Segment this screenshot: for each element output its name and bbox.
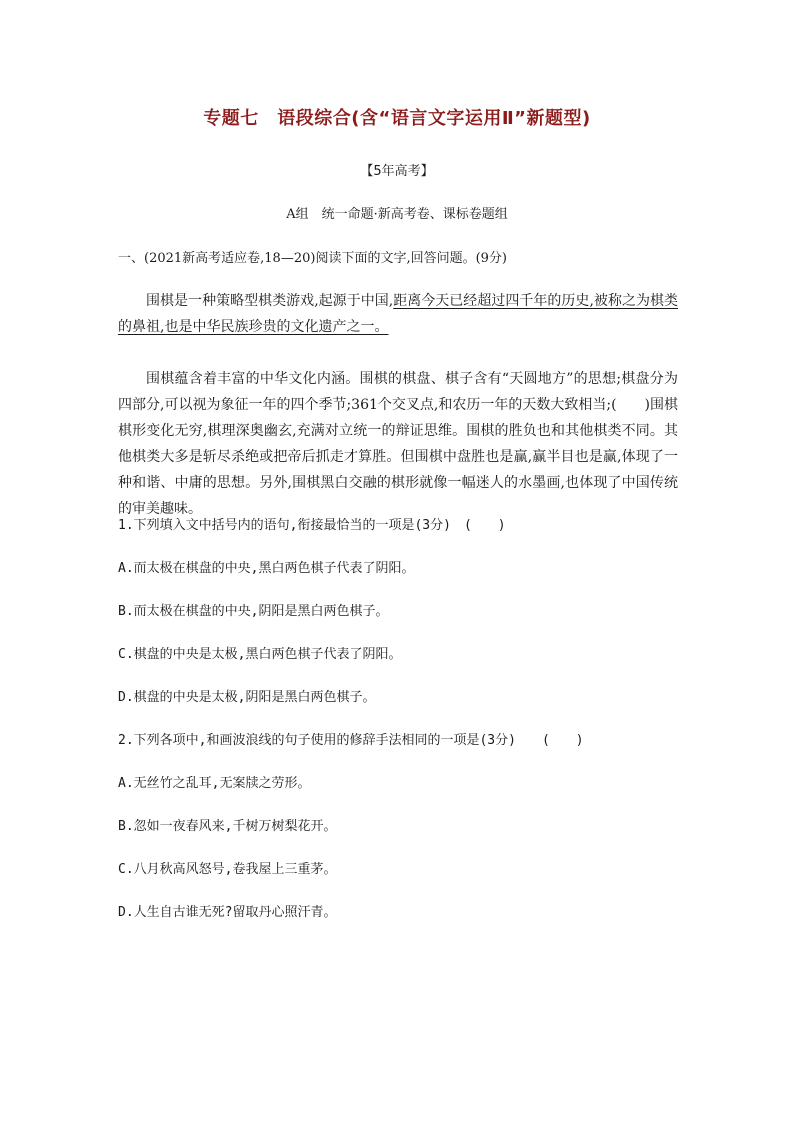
question-2-option-b: B.忽如一夜春风来,千树万树梨花开。 bbox=[118, 819, 337, 834]
passage-paragraph-1 bbox=[118, 288, 678, 340]
question-1-option-d: D.棋盘的中央是太极,阴阳是黑白两色棋子。 bbox=[118, 690, 376, 705]
underlined-sentence: 距离今天已经超过四千年的历史,被称之为棋类的鼻祖,也是中华民族珍贵的文化遗产之一。 bbox=[118, 293, 678, 335]
question-2-option-c: C.八月秋高风怒号,卷我屋上三重茅。 bbox=[118, 862, 337, 877]
question-2-stem: 2.下列各项中,和画波浪线的句子使用的修辞手法相同的一项是(3分) ( ) bbox=[118, 733, 584, 748]
question-1-option-b: B.而太极在棋盘的中央,阴阳是黑白两色棋子。 bbox=[118, 604, 389, 619]
question-1-option-c: C.棋盘的中央是太极,黑白两色棋子代表了阴阳。 bbox=[118, 647, 402, 662]
document-title: 专题七 语段综合(含“语言文字运用Ⅱ”新题型) bbox=[203, 108, 591, 129]
question-heading: 一、(2021新高考适应卷,18—20)阅读下面的文字,回答问题。(9分) bbox=[118, 251, 507, 266]
paragraph-1-text: 围棋是一种策略型棋类游戏,起源于中国, bbox=[146, 293, 394, 309]
question-1-stem: 1.下列填入文中括号内的语句,衔接最恰当的一项是(3分) ( ) bbox=[118, 518, 506, 533]
section-subtitle: 【5年高考】 bbox=[360, 164, 434, 179]
group-heading: A组 统一命题·新高考卷、课标卷题组 bbox=[286, 207, 508, 222]
question-1-option-a: A.而太极在棋盘的中央,黑白两色棋子代表了阴阳。 bbox=[118, 561, 415, 576]
question-2-option-a: A.无丝竹之乱耳,无案牍之劳形。 bbox=[118, 776, 311, 791]
passage-paragraph-2: 围棋蕴含着丰富的中华文化内涵。围棋的棋盘、棋子含有“天圆地方”的思想;棋盘分为四部分,可以视为象征一年的四个季节;361个交叉点,和农历一年的天数大致相当;( )围棋棋形变化无穷,棋理深奥幽玄,充满对立统一的辩证思维。围棋的胜负也和其他棋类不同。其他棋类大多是斩尽杀绝或把帝后抓走才算胜。但围棋中盘胜也是赢,赢半目也是赢,体现了一种和谐、中庸的思想。另外,围棋黑白交融的棋形就像一幅迷人的水墨画,也体现了中国传统的审美趣味。 bbox=[118, 371, 678, 517]
question-2-option-d: D.人生自古谁无死?留取丹心照汗青。 bbox=[118, 905, 337, 920]
